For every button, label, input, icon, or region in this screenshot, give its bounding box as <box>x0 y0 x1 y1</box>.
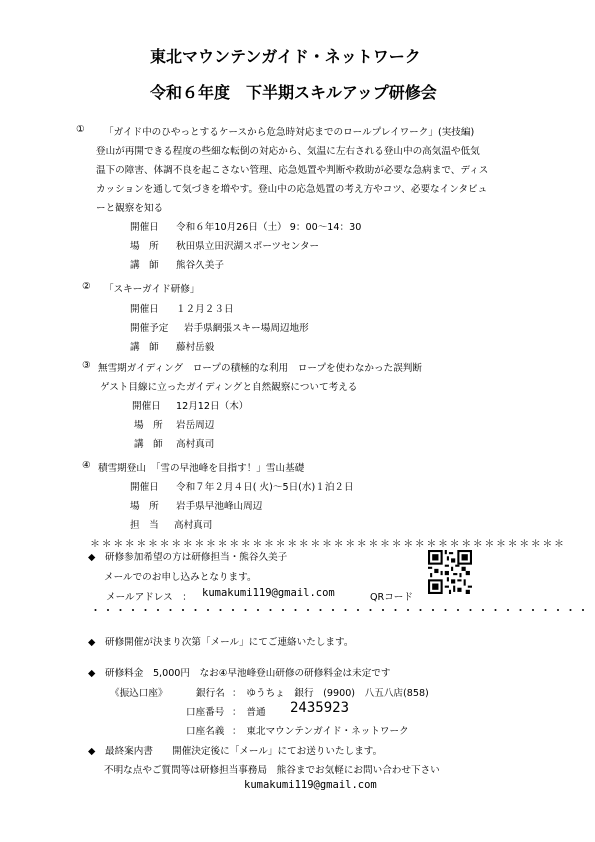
detail-label: 開催日 <box>132 401 161 412</box>
detail-label: 場 所 <box>134 420 163 431</box>
section-1-number: ① <box>76 124 85 135</box>
detail-label: 開催日 <box>130 222 159 233</box>
star-divider: ＊＊＊＊＊＊＊＊＊＊＊＊＊＊＊＊＊＊＊＊＊＊＊＊＊＊＊＊＊＊＊＊＊＊＊＊＊＊＊＊＊ <box>90 539 566 550</box>
section-4-heading: 積雪期登山 「雪の早池峰を目指す！」雪山基礎 <box>98 463 305 474</box>
detail-label: 場 所 <box>130 501 159 512</box>
account-type: ： 普通 <box>232 707 266 718</box>
account-holder-value: ： 東北マウンテンガイド・ネットワーク <box>232 726 409 737</box>
section-2-number: ② <box>82 281 91 292</box>
bank-name-label: 銀行名 <box>196 688 225 699</box>
section-3-desc-line: ゲスト目線に立ったガイディングと自然観察について考える <box>100 382 358 393</box>
contact-line: メールでのお申し込みとなります。 <box>104 572 257 583</box>
section-4-number: ④ <box>82 460 91 471</box>
contact-line: ◆ 研修参加希望の方は研修担当・熊谷久美子 <box>88 552 288 563</box>
detail-value: 令和７年２月４日( 火)～5日(水)１泊２日 <box>176 482 354 493</box>
email-label: メールアドレス ： <box>106 592 192 603</box>
detail-value: １２月２３日 <box>176 304 234 315</box>
final-email-link[interactable]: kumakumi119@gmail.com <box>244 779 377 791</box>
section-1-desc-line: 温下の障害、体調不良を起こさない管理、応急処置や判断や救助が必要な急病まで、ディス <box>96 165 489 176</box>
page-title: 令和６年度 下半期スキルアップ研修会 <box>150 83 437 102</box>
account-holder-label: 口座名義 <box>186 726 225 737</box>
bank-section-title: 《振込口座》 <box>110 688 168 699</box>
qr-label: QRコード <box>370 592 413 603</box>
section-2-heading: 「スキーガイド研修」 <box>104 284 200 295</box>
detail-label: 場 所 <box>130 241 159 252</box>
detail-value: 岩岳周辺 <box>176 420 215 431</box>
notice-line: ◆ 研修開催が決まり次第「メール」にてご連絡いたします。 <box>88 637 354 648</box>
detail-value: 高村真司 <box>174 520 213 531</box>
dot-divider: ・・・・・・・・・・・・・・・・・・・・・・・・・・・・・・・・・・・・・・・・ <box>90 604 590 617</box>
detail-value: 高村真司 <box>176 439 215 450</box>
detail-value: 岩手県早池峰山周辺 <box>176 501 263 512</box>
detail-label: 講 師 <box>130 260 159 271</box>
detail-label: 担 当 <box>130 520 159 531</box>
bank-name-value: ： ゆうちょ 銀行 (9900) 八五八店(858) <box>232 688 429 699</box>
detail-value: 12月12日（木） <box>176 401 249 412</box>
detail-label: 開催日 <box>130 304 159 315</box>
account-number: 2435923 <box>290 700 350 716</box>
detail-value: 岩手県網張スキー場周辺地形 <box>184 323 309 334</box>
fee-line: ◆ 研修料金 5,000円 なお④早池峰登山研修の研修料金は未定です <box>88 668 391 679</box>
section-3-heading: 無雪期ガイディング ロープの積極的な利用 ロープを使わなかった誤判断 <box>98 363 422 374</box>
account-number-label: 口座番号 <box>186 707 225 718</box>
detail-label: 講 師 <box>134 439 163 450</box>
final-notice-line: ◆ 最終案内書 開催決定後に「メール」にてお送りいたします。 <box>88 746 383 757</box>
section-1-desc-line: 登山が再開できる程度の些細な転倒の対応から、気温に左右される登山中の高気温や低気 <box>96 146 480 157</box>
detail-value: 藤村岳毅 <box>176 342 215 353</box>
org-name: 東北マウンテンガイド・ネットワーク <box>150 47 421 66</box>
section-1-desc-line: カッションを通して気づきを増やす。登山中の応急処置の考え方やコツ、必要なインタビュ <box>96 184 488 195</box>
section-1-desc-line: ーと観察を知る <box>96 203 164 214</box>
detail-value: 熊谷久美子 <box>176 260 224 271</box>
section-1-heading: 「ガイド中のひやっとするケースから危急時対応までのロールプレイワーク」(実技編) <box>104 127 475 138</box>
inquiry-line: 不明な点やご質問等は研修担当事務局 熊谷までお気軽にお問い合わせ下さい <box>104 765 440 776</box>
detail-label: 開催日 <box>130 482 159 493</box>
qr-code-icon[interactable] <box>428 550 472 594</box>
detail-label: 講 師 <box>130 342 159 353</box>
detail-value: 令和６年10月26日（土） 9：00～14：30 <box>176 222 362 233</box>
detail-label: 開催予定 <box>130 323 169 334</box>
section-3-number: ③ <box>82 360 91 371</box>
detail-value: 秋田県立田沢湖スポーツセンター <box>176 241 320 252</box>
contact-email-link[interactable]: kumakumi119@gmail.com <box>202 587 335 599</box>
